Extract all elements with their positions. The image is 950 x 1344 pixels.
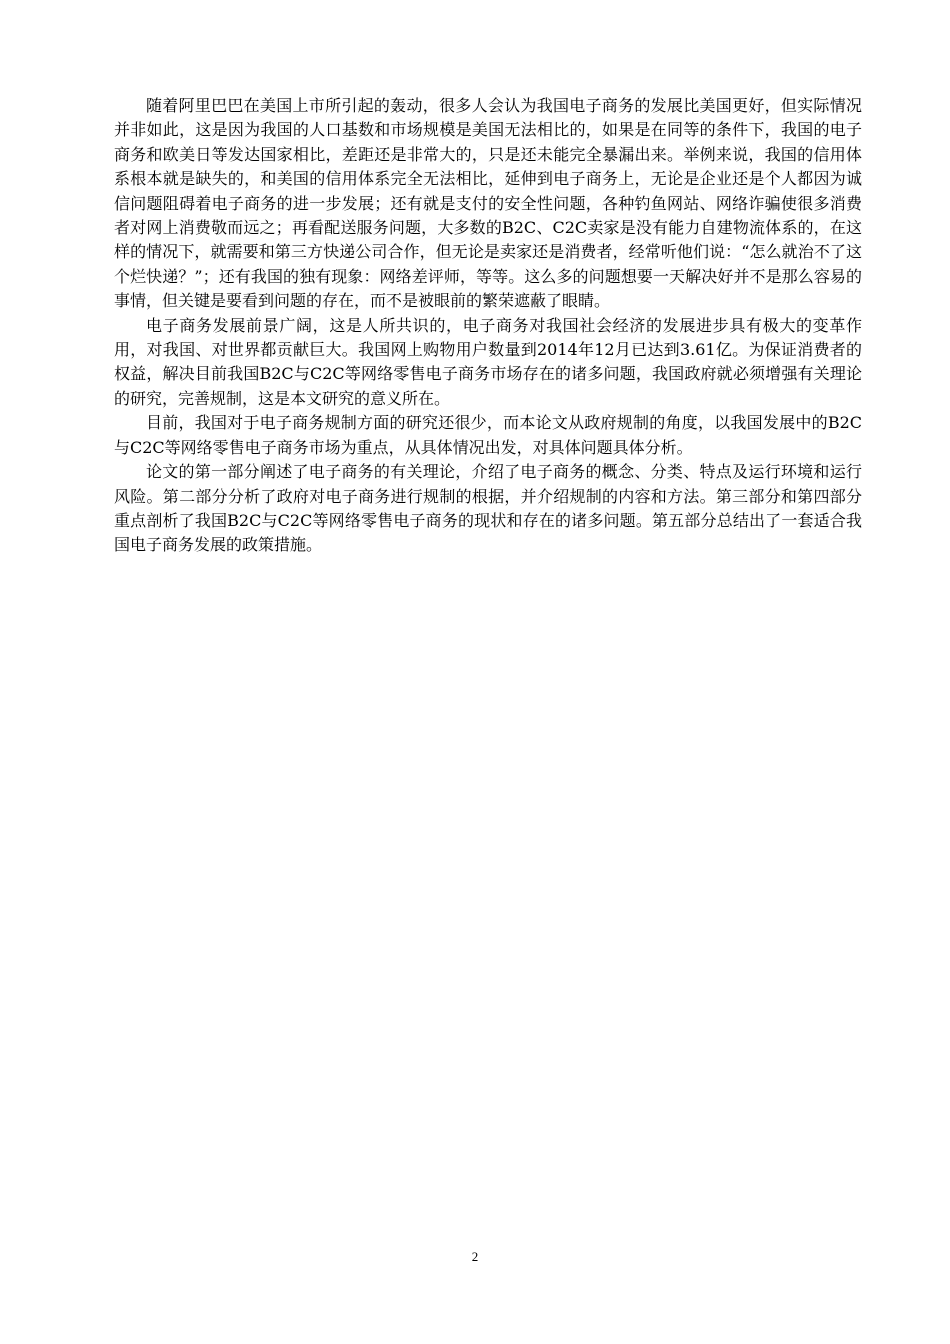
paragraph-2: 电子商务发展前景广阔，这是人所共识的，电子商务对我国社会经济的发展进步具有极大的变革作用，对我国、对世界都贡献巨大。我国网上购物用户数量到2014年12月已达到3.61亿。为保证消费者的权益，解决目前我国B2C与C2C等网络零售电子商务市场存在的诸多问题，我国政府就必须增强有关理论的研究，完善规制，这是本文研究的意义所在。	[114, 315, 862, 408]
paragraph-4: 论文的第一部分阐述了电子商务的有关理论，介绍了电子商务的概念、分类、特点及运行环境和运行风险。第二部分分析了政府对电子商务进行规制的根据，并介绍规制的内容和方法。第三部分和第四部分重点剖析了我国B2C与C2C等网络零售电子商务的现状和存在的诸多问题。第五部分总结出了一套适合我国电子商务发展的政策措施。	[114, 462, 862, 555]
paragraph-3: 目前，我国对于电子商务规制方面的研究还很少，而本论文从政府规制的角度，以我国发展中的B2C与C2C等网络零售电子商务市场为重点，从具体情况出发，对具体问题具体分析。	[114, 413, 862, 457]
body-text	[114, 94, 862, 558]
page-number: 2	[471, 1249, 479, 1264]
paragraph-1: 随着阿里巴巴在美国上市所引起的轰动，很多人会认为我国电子商务的发展比美国更好，但实际情况并非如此，这是因为我国的人口基数和市场规模是美国无法相比的，如果是在同等的条件下，我国的电子商务和欧美日等发达国家相比，差距还是非常大的，只是还未能完全暴漏出来。举例来说，我国的信用体系根本就是缺失的，和美国的信用体系完全无法相比，延伸到电子商务上，无论是企业还是个人都因为诚信问题阻碍着电子商务的进一步发展；还有就是支付的安全性问题，各种钓鱼网站、网络诈骗使很多消费者对网上消费敬而远之；再看配送服务问题，大多数的B2C、C2C卖家是没有能力自建物流体系的，在这样的情况下，就需要和第三方快递公司合作，但无论是卖家还是消费者，经常听他们说：“怎么就治不了这个烂快递？”；还有我国的独有现象：网络差评师，等等。这么多的问题想要一天解决好并不是那么容易的事情，但关键是要看到问题的存在，而不是被眼前的繁荣遮蔽了眼睛。	[114, 96, 862, 311]
